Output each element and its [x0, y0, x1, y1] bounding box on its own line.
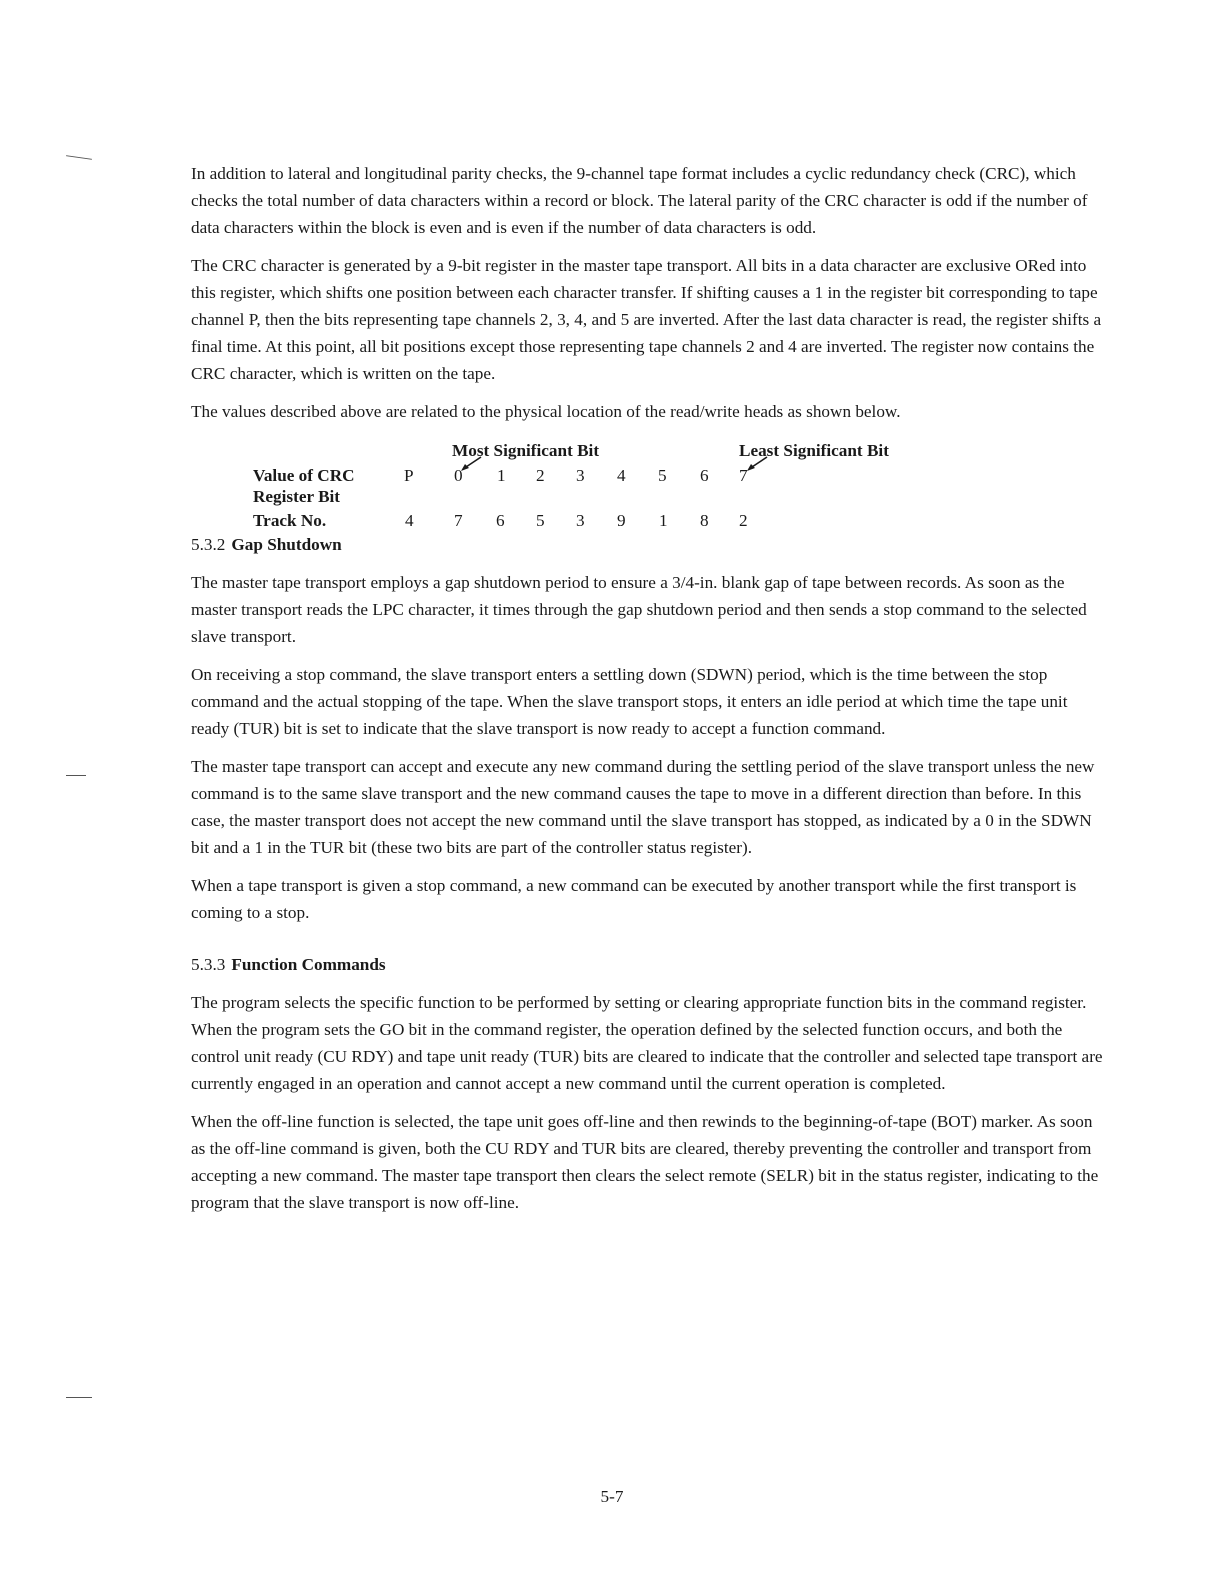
paragraph-function-commands-1: The program selects the specific function to be performed by setting or clearing appropriate function bits in the command register. When the program sets the GO bit in the command register, the operation defined by the selected function occurs, and both the control unit ready (CU RDY) and tape unit ready (TUR) bits are cleared to indicate that the controller and selected tape transport are currently engaged in an operation and cannot accept a new command until the current operation is completed.	[191, 993, 1103, 1093]
paragraph-crc-intro: In addition to lateral and longitudinal parity checks, the 9-channel tape format includes a cyclic redundancy check (CRC), which checks the total number of data characters within a record or block. The lateral parity of the CRC character is odd if the number of data characters within the block is even and is even if the number of data characters is odd.	[191, 164, 1088, 237]
page-number: 5-7	[600, 1487, 624, 1506]
register-bit: 3	[576, 466, 585, 485]
document-body	[191, 160, 1106, 1216]
register-bit: 1	[497, 466, 506, 485]
section-number: 5.3.3	[191, 955, 226, 974]
track-number: 9	[617, 511, 626, 530]
track-number: 2	[739, 511, 748, 530]
paragraph-heads: The values described above are related to the physical location of the read/write heads as shown below.	[191, 402, 901, 421]
track-number: 5	[536, 511, 545, 530]
msb-arrow-icon	[459, 455, 483, 473]
row-label-register-b: Register Bit	[253, 487, 341, 506]
track-number: 7	[454, 511, 463, 530]
msb-label: Most Significant Bit	[452, 441, 600, 460]
margin-mark	[66, 155, 92, 160]
section-title: Gap Shutdown	[231, 535, 342, 554]
register-bit: 4	[617, 466, 626, 485]
crc-bit-table	[191, 441, 1106, 537]
paragraph-function-commands-2: When the off-line function is selected, the tape unit goes off-line and then rewinds to the beginning-of-tape (BOT) marker. As soon as the off-line command is given, both the CU RDY and TUR bits are cleared, thereby preventing the controller and transport from accepting a new command. The master tape transport then clears the select remote (SELR) bit in the status register, indicating to the program that the slave transport is now off-line.	[191, 1112, 1099, 1212]
register-bit: 2	[536, 466, 545, 485]
paragraph-gap-shutdown-1: The master tape transport employs a gap shutdown period to ensure a 3/4-in. blank gap of tape between records. As soon as the master transport reads the LPC character, it times through the gap shutdown period and then sends a stop command to the selected slave transport.	[191, 573, 1087, 646]
track-number: 3	[576, 511, 585, 530]
register-bit: P	[404, 466, 414, 485]
paragraph-gap-shutdown-2: On receiving a stop command, the slave transport enters a settling down (SDWN) period, which is the time between the stop command and the actual stopping of the tape. When the slave transport stops, it enters an idle period at which time the tape unit ready (TUR) bit is set to indicate that the slave transport is now ready to accept a function command.	[191, 665, 1068, 738]
section-number: 5.3.2	[191, 535, 226, 554]
register-bit: 0	[454, 466, 463, 485]
paragraph-gap-shutdown-4: When a tape transport is given a stop command, a new command can be executed by another transport while the first transport is coming to a stop.	[191, 876, 1077, 922]
track-number: 1	[659, 511, 668, 530]
section-heading-function-commands	[191, 951, 1106, 978]
track-number: 6	[496, 511, 505, 530]
register-bit: 5	[658, 466, 667, 485]
track-number: 8	[700, 511, 709, 530]
margin-mark	[66, 775, 86, 776]
paragraph-gap-shutdown-3: The master tape transport can accept and execute any new command during the settling period of the slave transport unless the new command is to the same slave transport and the new command causes the tape to move in a different direction than before. In this case, the master transport does not accept the new command until the slave transport has stopped, as indicated by a 0 in the SDWN bit and a 1 in the TUR bit (these two bits are part of the controller status register).	[191, 757, 1095, 857]
register-bit: 7	[739, 466, 748, 485]
track-number: 4	[405, 511, 414, 530]
register-bit: 6	[700, 466, 709, 485]
margin-mark	[66, 1397, 92, 1398]
section-title: Function Commands	[231, 955, 386, 974]
lsb-arrow-icon	[745, 455, 769, 473]
row-label-track: Track No.	[253, 511, 327, 530]
lsb-label: Least Significant Bit	[739, 441, 889, 460]
row-label-register-a: Value of CRC	[253, 466, 355, 485]
paragraph-crc-generation: The CRC character is generated by a 9-bit register in the master tape transport. All bits in a data character are exclusive ORed into this register, which shifts one position between each character transfer. If shifting causes a 1 in the register bit corresponding to tape channel P, then the bits representing tape channels 2, 3, 4, and 5 are inverted. After the last data character is read, the register shifts a final time. At this point, all bit positions except those representing tape channels 2 and 4 are inverted. The register now contains the CRC character, which is written on the tape.	[191, 256, 1102, 383]
